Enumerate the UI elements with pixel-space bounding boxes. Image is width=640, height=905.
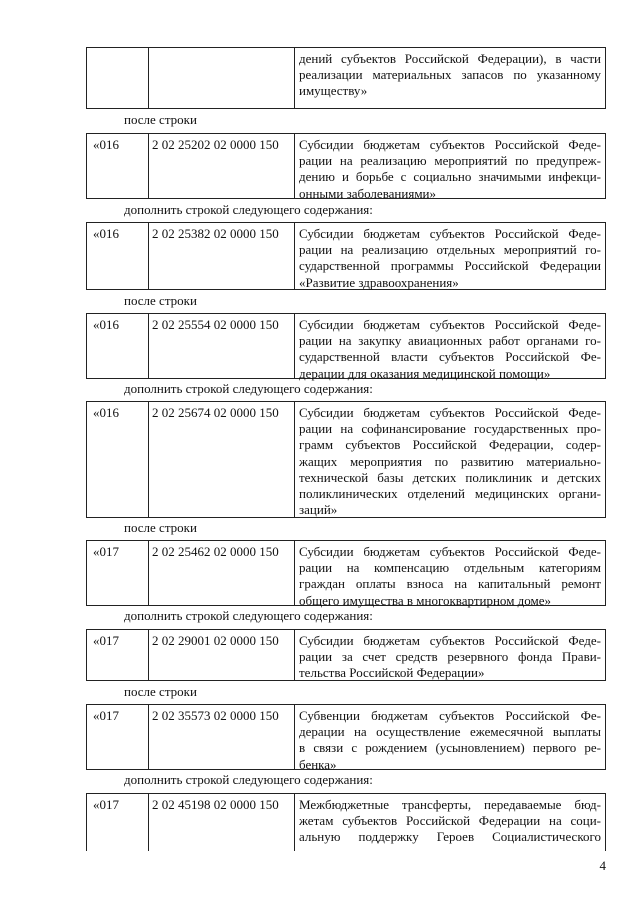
row-code-cell: «017 xyxy=(87,541,149,605)
description-line: жетам субъектов Российской Федерации на соци- xyxy=(299,813,601,829)
instruction-label: дополнить строкой следующего содержания: xyxy=(124,381,373,396)
description-line: заций» xyxy=(299,502,338,518)
description-line: рации на закупку авиационных работ органами го- xyxy=(299,333,601,349)
row-description-cell xyxy=(295,134,605,201)
table-row xyxy=(86,629,606,681)
row-kbk-cell: 2 02 25674 02 0000 150 xyxy=(149,402,295,517)
description-line: в связи с рождением (усыновлением) первого ре- xyxy=(299,740,601,756)
description-line: граждан оплаты взноса на капитальный ремонт xyxy=(299,576,601,592)
description-line: Межбюджетные трансферты, передаваемые бюд- xyxy=(299,797,601,812)
table-row xyxy=(86,540,606,606)
row-kbk-cell: 2 02 25462 02 0000 150 xyxy=(149,541,295,605)
row-kbk-cell: 2 02 25554 02 0000 150 xyxy=(149,314,295,378)
description-line: Субсидии бюджетам субъектов Российской Феде- xyxy=(299,226,601,241)
instruction-label: после строки xyxy=(124,684,197,699)
instruction-label: после строки xyxy=(124,293,197,308)
description-line: тельства Российской Федерации» xyxy=(299,665,485,681)
description-line: рации на софинансирование государственных про- xyxy=(299,421,601,437)
row-code-cell: «017 xyxy=(87,705,149,769)
description-line: дений субъектов Российской Федерации), в части xyxy=(299,51,601,66)
row-code-cell: «017 xyxy=(87,630,149,680)
table-row xyxy=(86,401,606,518)
description-line: альную поддержку Героев Социалистического xyxy=(299,829,601,845)
row-kbk-cell xyxy=(149,48,295,108)
instruction-label: дополнить строкой следующего содержания: xyxy=(124,608,373,623)
instruction-label: после строки xyxy=(124,112,197,127)
row-kbk-cell: 2 02 45198 02 0000 150 xyxy=(149,794,295,851)
row-code-cell: «016 xyxy=(87,134,149,198)
row-description-cell xyxy=(295,223,605,289)
row-kbk-cell: 2 02 25202 02 0000 150 xyxy=(149,134,295,198)
description-line: имуществу» xyxy=(299,83,368,99)
row-description-cell xyxy=(295,48,605,108)
instruction-label: после строки xyxy=(124,520,197,535)
description-line: реализации материальных запасов по указанному xyxy=(299,67,601,83)
row-code-cell: «016 xyxy=(87,314,149,378)
instruction-label: дополнить строкой следующего содержания: xyxy=(124,772,373,787)
table-row xyxy=(86,133,606,199)
description-line: рации за счет средств резервного фонда Прави- xyxy=(299,649,601,665)
description-line: рации на компенсацию отдельным категориям xyxy=(299,560,601,576)
description-line: Субсидии бюджетам субъектов Российской Феде- xyxy=(299,317,601,332)
description-line: грамм субъектов Российской Федерации, содер- xyxy=(299,437,601,453)
row-code-cell: «017 xyxy=(87,794,149,851)
table-row xyxy=(86,313,606,379)
description-line: Субсидии бюджетам субъектов Российской Феде- xyxy=(299,405,601,420)
row-description-cell xyxy=(295,794,605,851)
description-line: сударственной программы Российской Федерации xyxy=(299,258,601,274)
description-line: Субсидии бюджетам субъектов Российской Феде- xyxy=(299,137,601,152)
page-number: 4 xyxy=(599,858,606,873)
row-description-cell xyxy=(295,402,605,517)
table-row xyxy=(86,793,606,851)
description-line: сударственной власти субъектов Российской Фе- xyxy=(299,349,601,365)
description-line: дерации для оказания медицинской помощи» xyxy=(299,365,551,381)
description-line: рации на реализацию отдельных мероприятий го- xyxy=(299,242,601,258)
table-row-fragment xyxy=(86,47,606,109)
description-line: рации на реализацию мероприятий по предупреж- xyxy=(299,153,601,169)
table-row xyxy=(86,222,606,290)
table-row xyxy=(86,704,606,770)
description-line: дению и борьбе с социально значимыми инфекци- xyxy=(299,169,601,185)
description-line: «Развитие здравоохранения» xyxy=(299,274,459,290)
description-line: бенка» xyxy=(299,756,337,772)
description-line: онными заболеваниями» xyxy=(299,185,437,201)
description-line: Субсидии бюджетам субъектов Российской Феде- xyxy=(299,544,601,559)
row-description-cell xyxy=(295,705,605,772)
description-line: поликлинических отделений медицинских органи- xyxy=(299,486,601,502)
row-code-cell: «016 xyxy=(87,402,149,517)
description-line: дерации на осуществление ежемесячной выплаты xyxy=(299,724,601,740)
row-kbk-cell: 2 02 29001 02 0000 150 xyxy=(149,630,295,680)
row-description-cell xyxy=(295,541,605,608)
description-line: Субсидии бюджетам субъектов Российской Феде- xyxy=(299,633,601,648)
instruction-label: дополнить строкой следующего содержания: xyxy=(124,202,373,217)
description-line: жащих мероприятия по развитию материально- xyxy=(299,453,601,469)
row-description-cell xyxy=(295,314,605,381)
row-description-cell xyxy=(295,630,605,680)
row-code-cell xyxy=(87,48,149,108)
description-line: Субвенции бюджетам субъектов Российской Фе- xyxy=(299,708,601,723)
row-code-cell: «016 xyxy=(87,223,149,289)
description-line: общего имущества в многоквартирном доме» xyxy=(299,592,552,608)
description-line: технической базы детских поликлиник и детских xyxy=(299,469,601,485)
row-kbk-cell: 2 02 25382 02 0000 150 xyxy=(149,223,295,289)
row-kbk-cell: 2 02 35573 02 0000 150 xyxy=(149,705,295,769)
